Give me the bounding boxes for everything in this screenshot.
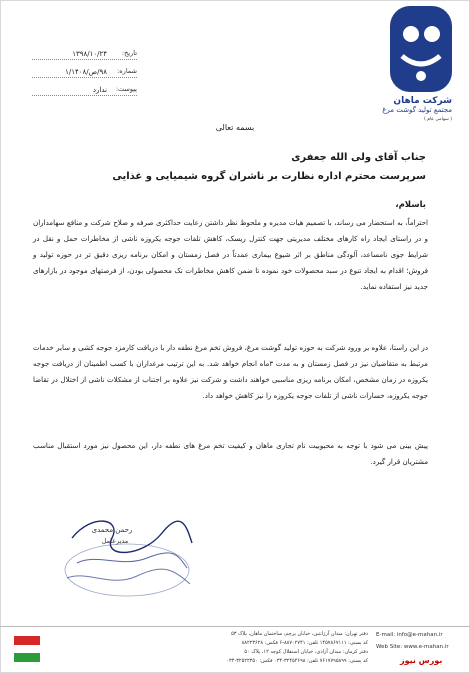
- signatory-title: مدیرعامل: [101, 537, 129, 545]
- company-subtitle: مجتمع تولید گوشت مرغ: [382, 106, 452, 114]
- tehran-phone: کد پستی: ۱۴۵۷۸۶۷۱۱۱ تلفن: ۸۸۷۰۲۷۴۱-۶ فکس: ۸۸۲۲۳۶۲۸: [241, 640, 368, 646]
- flag-icon: [14, 636, 40, 662]
- footer-email: E-mail: info@e-mahan.ir: [376, 632, 443, 638]
- tehran-address: میدان آرژانتین، خیابان پرچم، ساختمان ماهان، پلاک ۵۳: [231, 631, 343, 637]
- kerman-label: دفتر کرمان:: [342, 649, 368, 655]
- tehran-office: [132, 630, 368, 639]
- company-name: شرکت ماهان: [393, 96, 452, 106]
- date-row: [32, 44, 137, 60]
- signatory-name: رحمن محمدی: [91, 526, 133, 534]
- company-logo: [388, 4, 454, 94]
- letter-meta: [32, 44, 137, 98]
- bismillah: بسمه تعالی: [215, 123, 255, 132]
- footer-addresses: [132, 630, 368, 666]
- greeting: باسلام،: [395, 200, 426, 210]
- footer-website: Web Site: www.e-mahan.ir: [376, 644, 449, 650]
- company-name-block: [342, 97, 452, 124]
- watermark: بورس نیوز: [400, 656, 443, 665]
- paragraph-2: در این راستا، علاوه بر ورود شرکت به حوزه تولید گوشت مرغ، فروش تخم مرغ نطفه دار با دریافت کارمزد جوجه کشی و سایر خدمات مرتبط به متقاضیان نیز در فصل زمستان و به مدت ۳ماه انجام خواهد شد. به این ترتیب مرغداران با کسب اطمینان از دریافت جوجه یکروزه در زمان مشخص، امکان برنامه ریزی مناسبی خواهند داشت و شرکت نیز علاوه بر اجتناب از مشکلات ناشی از اختلال در تقاضا جوجه یکروزه، خسارات ناشی از تلفات جوجه یکروزه را نیز کاهش خواهد داد.: [33, 343, 428, 400]
- attachment-label: پیوست:: [115, 85, 137, 93]
- attachment-value: ندارد: [92, 86, 107, 94]
- attachment-row: [32, 80, 137, 96]
- kerman-office: [132, 648, 368, 657]
- kerman-address: میدان آزادی، خیابان استقلال کوچه ۱۲، پلاک ۵۰: [244, 649, 342, 655]
- footer-divider: [0, 626, 470, 627]
- date-value: ۱۳۹۸/۱۰/۲۴: [72, 50, 107, 58]
- number-label: شماره:: [117, 67, 137, 75]
- number-value: ۹۸/ص/۱/۱۴۰۸: [65, 68, 107, 76]
- paragraph-1: احتراماً، به استحضار می رساند، با تصمیم هیات مدیره و ملحوظ نظر داشتن رعایت حداکثری صرفه و صلاح شرکت و منافع سهامداران و در راستای ایجاد راه کارهای مختلف مدیریتی جهت کنترل ریسک، کاهش تلفات جوجه یکروزه ناشی از مخاطرات حمل و نقل در شرایط جوی نامساعد، آلودگی مناطق بر اثر شیوع بیماری عمدتاً در فصل زمستان و امکان برنامه ریزی دقیق تر در حوزه تولید و فروش؛ اقدام به ایجاد تنوع در سبد محصولات خود نموده تا ضمن کاهش مخاطرات تک محصولی بودن، از فرصتهای موجود در بازارهای جدید نیز استفاده نماید.: [33, 218, 428, 291]
- kerman-phone: کد پستی: ۷۶۱۷۷۹۵۸۹۹ تلفن: ۳۲۴۵۴۶۹۸-۰۳۴ فکس: ۳۲۵۲۲۳۵۰-۰۳۴: [226, 658, 368, 664]
- recipient: [66, 148, 426, 186]
- number-row: [32, 62, 137, 78]
- recipient-name: جناب آقای ولی الله جعفری: [291, 152, 426, 163]
- tehran-label: دفتر تهران:: [344, 631, 368, 637]
- recipient-title: سرپرست محترم اداره نظارت بر ناشران گروه شیمیایی و غذایی: [112, 171, 426, 182]
- signature-stamp: [52, 508, 202, 603]
- paragraph-3: پیش بینی می شود با توجه به محبوبیت نام تجاری ماهان و کیفیت تخم مرغ های نطفه دار، این محصول نیز مورد استقبال مناسب مشتریان قرار گیرد.: [33, 441, 428, 466]
- company-tagline: ( سهامی عام ): [423, 117, 452, 122]
- date-label: تاریخ:: [121, 49, 137, 57]
